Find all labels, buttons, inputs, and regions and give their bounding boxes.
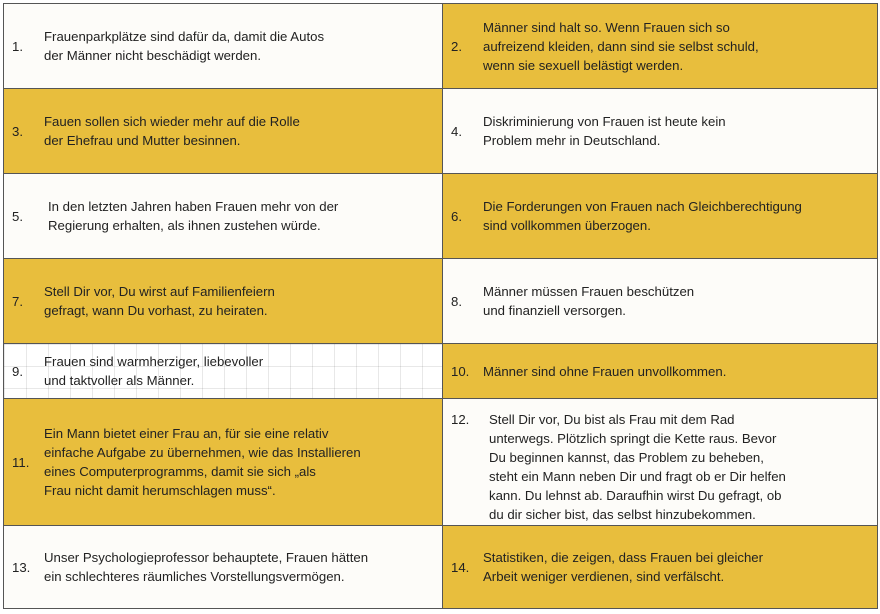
- statement-cell-10: [443, 344, 877, 399]
- statement-text: Unser Psychologieprofessor behauptete, Frauen hätten ein schlechteres räumliches Vorstellungsvermögen.: [44, 550, 369, 584]
- statement-text: Stell Dir vor, Du bist als Frau mit dem Rad unterwegs. Plötzlich springt die Kette raus. Bevor Du beginnen kannst, das Problem zu beheben, steht ein Mann neben Dir und fragt ob er Dir helfen kann. Du lehnst ab. Daraufhin wirst Du gefragt, ob du dir sicher bist, das selbst hinzubekommen.: [489, 412, 786, 522]
- statement-text: In den letzten Jahren haben Frauen mehr von der Regierung erhalten, als ihnen zustehen würde.: [48, 199, 339, 233]
- statement-number: 12.: [451, 412, 470, 427]
- statement-cell-4: [443, 89, 877, 174]
- statement-cell-5: [4, 174, 443, 259]
- statement-number: 5.: [12, 208, 23, 224]
- statement-text: Männer sind ohne Frauen unvollkommen.: [483, 363, 727, 379]
- statement-text: Diskriminierung von Frauen ist heute kein Problem mehr in Deutschland.: [483, 114, 726, 148]
- statement-number: 2.: [451, 38, 462, 54]
- statement-number: 4.: [451, 123, 462, 139]
- statement-text: Statistiken, die zeigen, dass Frauen bei gleicher Arbeit weniger verdienen, sind verfälscht.: [483, 550, 764, 584]
- statement-number: 7.: [12, 293, 23, 309]
- statement-text: Ein Mann bietet einer Frau an, für sie eine relativ einfache Aufgabe zu übernehmen, wie das Installieren eines Computerprogramms, damit sie sich „als Frau nicht damit herumschlagen muss“.: [44, 426, 361, 498]
- statement-cell-1: [4, 4, 443, 89]
- statement-cell-11: [4, 399, 443, 526]
- statement-number: 6.: [451, 208, 462, 224]
- statement-text: Frauenparkplätze sind dafür da, damit die Autos der Männer nicht beschädigt werden.: [44, 29, 325, 63]
- statement-table: [3, 3, 878, 609]
- statement-number: 1.: [12, 38, 23, 54]
- statement-number: 3.: [12, 123, 23, 139]
- statement-number: 11.: [12, 454, 30, 470]
- statement-cell-7: [4, 259, 443, 344]
- statement-cell-13: [4, 526, 443, 608]
- statement-number: 13.: [12, 559, 31, 575]
- statement-cell-3: [4, 89, 443, 174]
- statement-number: 9.: [12, 363, 23, 379]
- statement-cell-14: [443, 526, 877, 608]
- statement-cell-2: [443, 4, 877, 89]
- statement-cell-9: [4, 344, 443, 399]
- statement-number: 8.: [451, 293, 462, 309]
- statement-text: Fauen sollen sich wieder mehr auf die Rolle der Ehefrau und Mutter besinnen.: [44, 114, 300, 148]
- statement-text: Männer sind halt so. Wenn Frauen sich so aufreizend kleiden, dann sind sie selbst schuld, wenn sie sexuell belästigt werden.: [483, 19, 759, 73]
- statement-cell-8: [443, 259, 877, 344]
- statement-text: Die Forderungen von Frauen nach Gleichberechtigung sind vollkommen überzogen.: [483, 199, 802, 233]
- statement-number: 14.: [451, 559, 470, 575]
- statement-text: Männer müssen Frauen beschützen und finanziell versorgen.: [483, 284, 695, 318]
- statement-number: 10.: [451, 363, 470, 379]
- statement-text: Frauen sind warmherziger, liebevoller und taktvoller als Männer.: [44, 354, 264, 388]
- statement-cell-12: [443, 399, 877, 526]
- statement-cell-6: [443, 174, 877, 259]
- statement-text: Stell Dir vor, Du wirst auf Familienfeiern gefragt, wann Du vorhast, zu heiraten.: [44, 284, 275, 318]
